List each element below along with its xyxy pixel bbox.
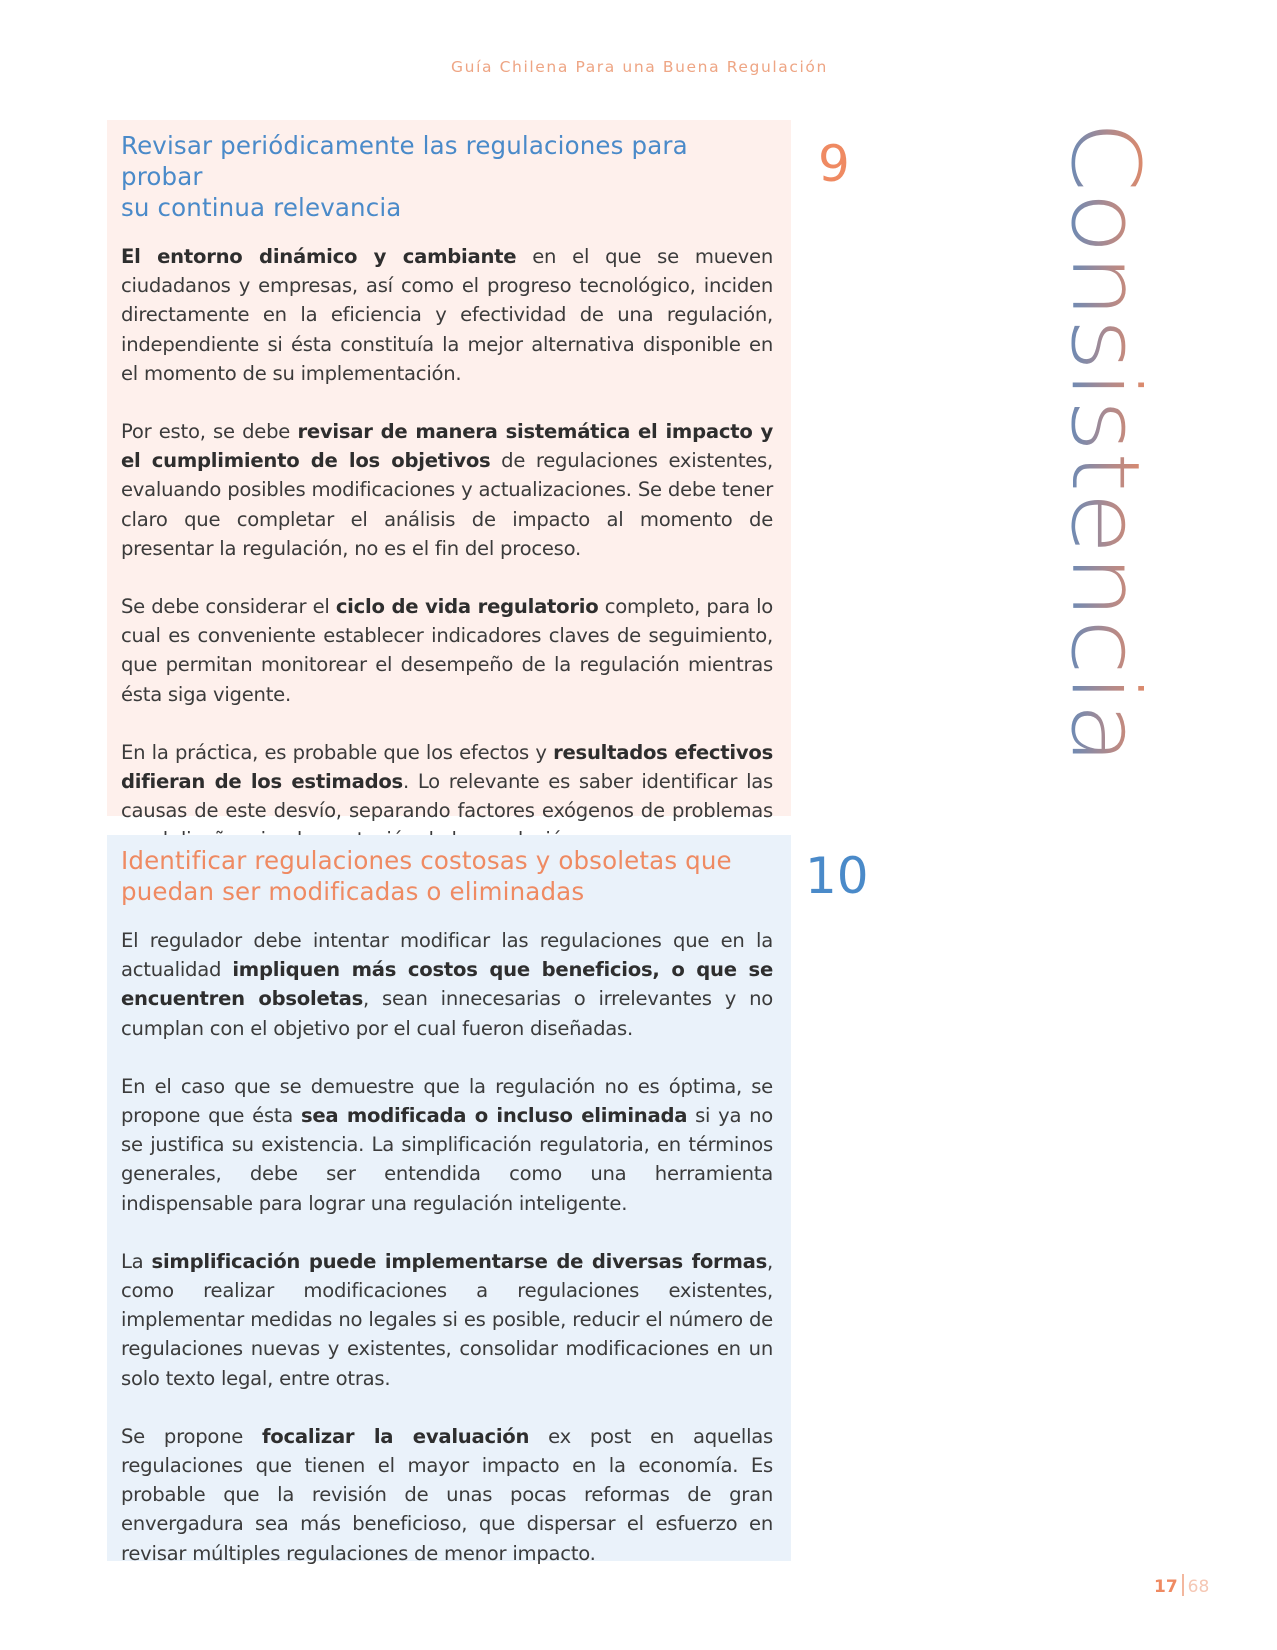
bold-text-run: simplificación puede implementarse de diversas formas <box>151 1249 768 1273</box>
bold-text-run: focalizar la evaluación <box>262 1424 530 1448</box>
side-title-text: Consistencia <box>1050 121 1159 718</box>
section-9-paragraph <box>121 592 773 709</box>
text-run: , como realizar modificaciones a regulaciones existentes, implementar medidas no legales si es posible, reducir el número de regulaciones nuevas y existentes, consolidar modificaciones en un solo texto legal, entre otras. <box>121 1249 773 1390</box>
section-10-title-line-2: puedan ser modificadas o eliminadas <box>121 877 585 906</box>
section-9-title <box>121 130 773 223</box>
section-9-paragraph <box>121 417 773 563</box>
page-number <box>1154 1574 1209 1597</box>
side-title <box>1050 121 1159 767</box>
bold-text-run: impliquen más costos que beneficios, o que se encuentren obsoletas <box>121 958 773 1011</box>
section-10-paragraph <box>121 1247 773 1393</box>
section-10-paragraph <box>121 926 773 1043</box>
text-run: En el caso que se demuestre que la regulación no es óptima, se propone que ésta <box>121 1074 773 1128</box>
page-separator <box>1182 1574 1184 1596</box>
section-9-title-line-1: Revisar periódicamente las regulaciones para probar <box>121 131 688 191</box>
section-9-number: 9 <box>818 135 850 193</box>
bold-text-run: ciclo de vida regulatorio <box>335 595 599 619</box>
text-run: , sean innecesarias o irrelevantes y no cumplan con el objetivo por el cual fueron diseñadas. <box>121 987 773 1040</box>
text-run: Por esto, se debe <box>121 420 298 444</box>
text-run: en el que se mueven ciudadanos y empresas, así como el progreso tecnológico, inciden directamente en la eficiencia y efectividad de una regulación, independiente si ésta constituía la mejor alternativa disponible en el momento de su implementación. <box>121 245 773 385</box>
bold-text-run: El entorno dinámico y cambiante <box>121 245 517 268</box>
bold-text-run: revisar de manera sistemática el impacto y el cumplimiento de los objetivos <box>121 420 773 473</box>
text-run: . Lo relevante es saber identificar las causas de este desvío, separando factores exógenos de problemas <box>121 770 773 823</box>
text-run: El regulador debe intentar modificar las regulaciones que en la actualidad <box>121 929 773 982</box>
text-run: La <box>121 1249 152 1273</box>
text-run: si ya no se justifica su existencia. La simplificación regulatoria, en términos generales, debe ser entendida como una herramienta indispensable para lograr una regulación inteligente. <box>121 1104 773 1215</box>
running-header: Guía Chilena Para una Buena Regulación <box>451 58 828 76</box>
section-10-box <box>107 835 791 1565</box>
text-run: Se propone <box>121 1424 263 1448</box>
text-run: de regulaciones existentes, evaluando posibles modificaciones y actualizaciones. Se debe tener claro que completar el análisis de impacto al momento de presentar la regulación, no es el fin del proceso. <box>121 449 773 560</box>
text-run: Se debe considerar el <box>121 595 336 619</box>
text-run: En la práctica, es probable que los efectos y <box>121 740 554 764</box>
page-current: 17 <box>1154 1577 1178 1597</box>
section-10-number: 10 <box>805 847 869 905</box>
text-run: ex post en aquellas regulaciones que tienen el mayor impacto en la economía. Es probable que la revisión de unas pocas reformas de gran envergadura sea más beneficioso, que dispersar el esfuerzo en revisar múltiples regulaciones de menor impacto. <box>121 1424 773 1565</box>
bold-text-run: sea modificada o incluso eliminada <box>300 1104 688 1128</box>
section-9-paragraph <box>121 242 773 388</box>
section-9-box <box>107 120 791 823</box>
section-10-title-line-1: Identificar regulaciones costosas y obsoletas que <box>121 846 732 875</box>
section-10-paragraph <box>121 1072 773 1218</box>
text-run: completo, para lo cual es conveniente establecer indicadores claves de seguimiento, que permitan monitorear el desempeño de la regulación mientras ésta siga vigente. <box>121 595 774 706</box>
bold-text-run: resultados efectivos difieran de los estimados <box>121 740 773 794</box>
page-total: 68 <box>1187 1577 1210 1597</box>
section-10-title <box>121 845 773 907</box>
section-10-paragraph <box>121 1422 773 1568</box>
section-9-title-line-2: su continua relevancia <box>121 193 402 222</box>
